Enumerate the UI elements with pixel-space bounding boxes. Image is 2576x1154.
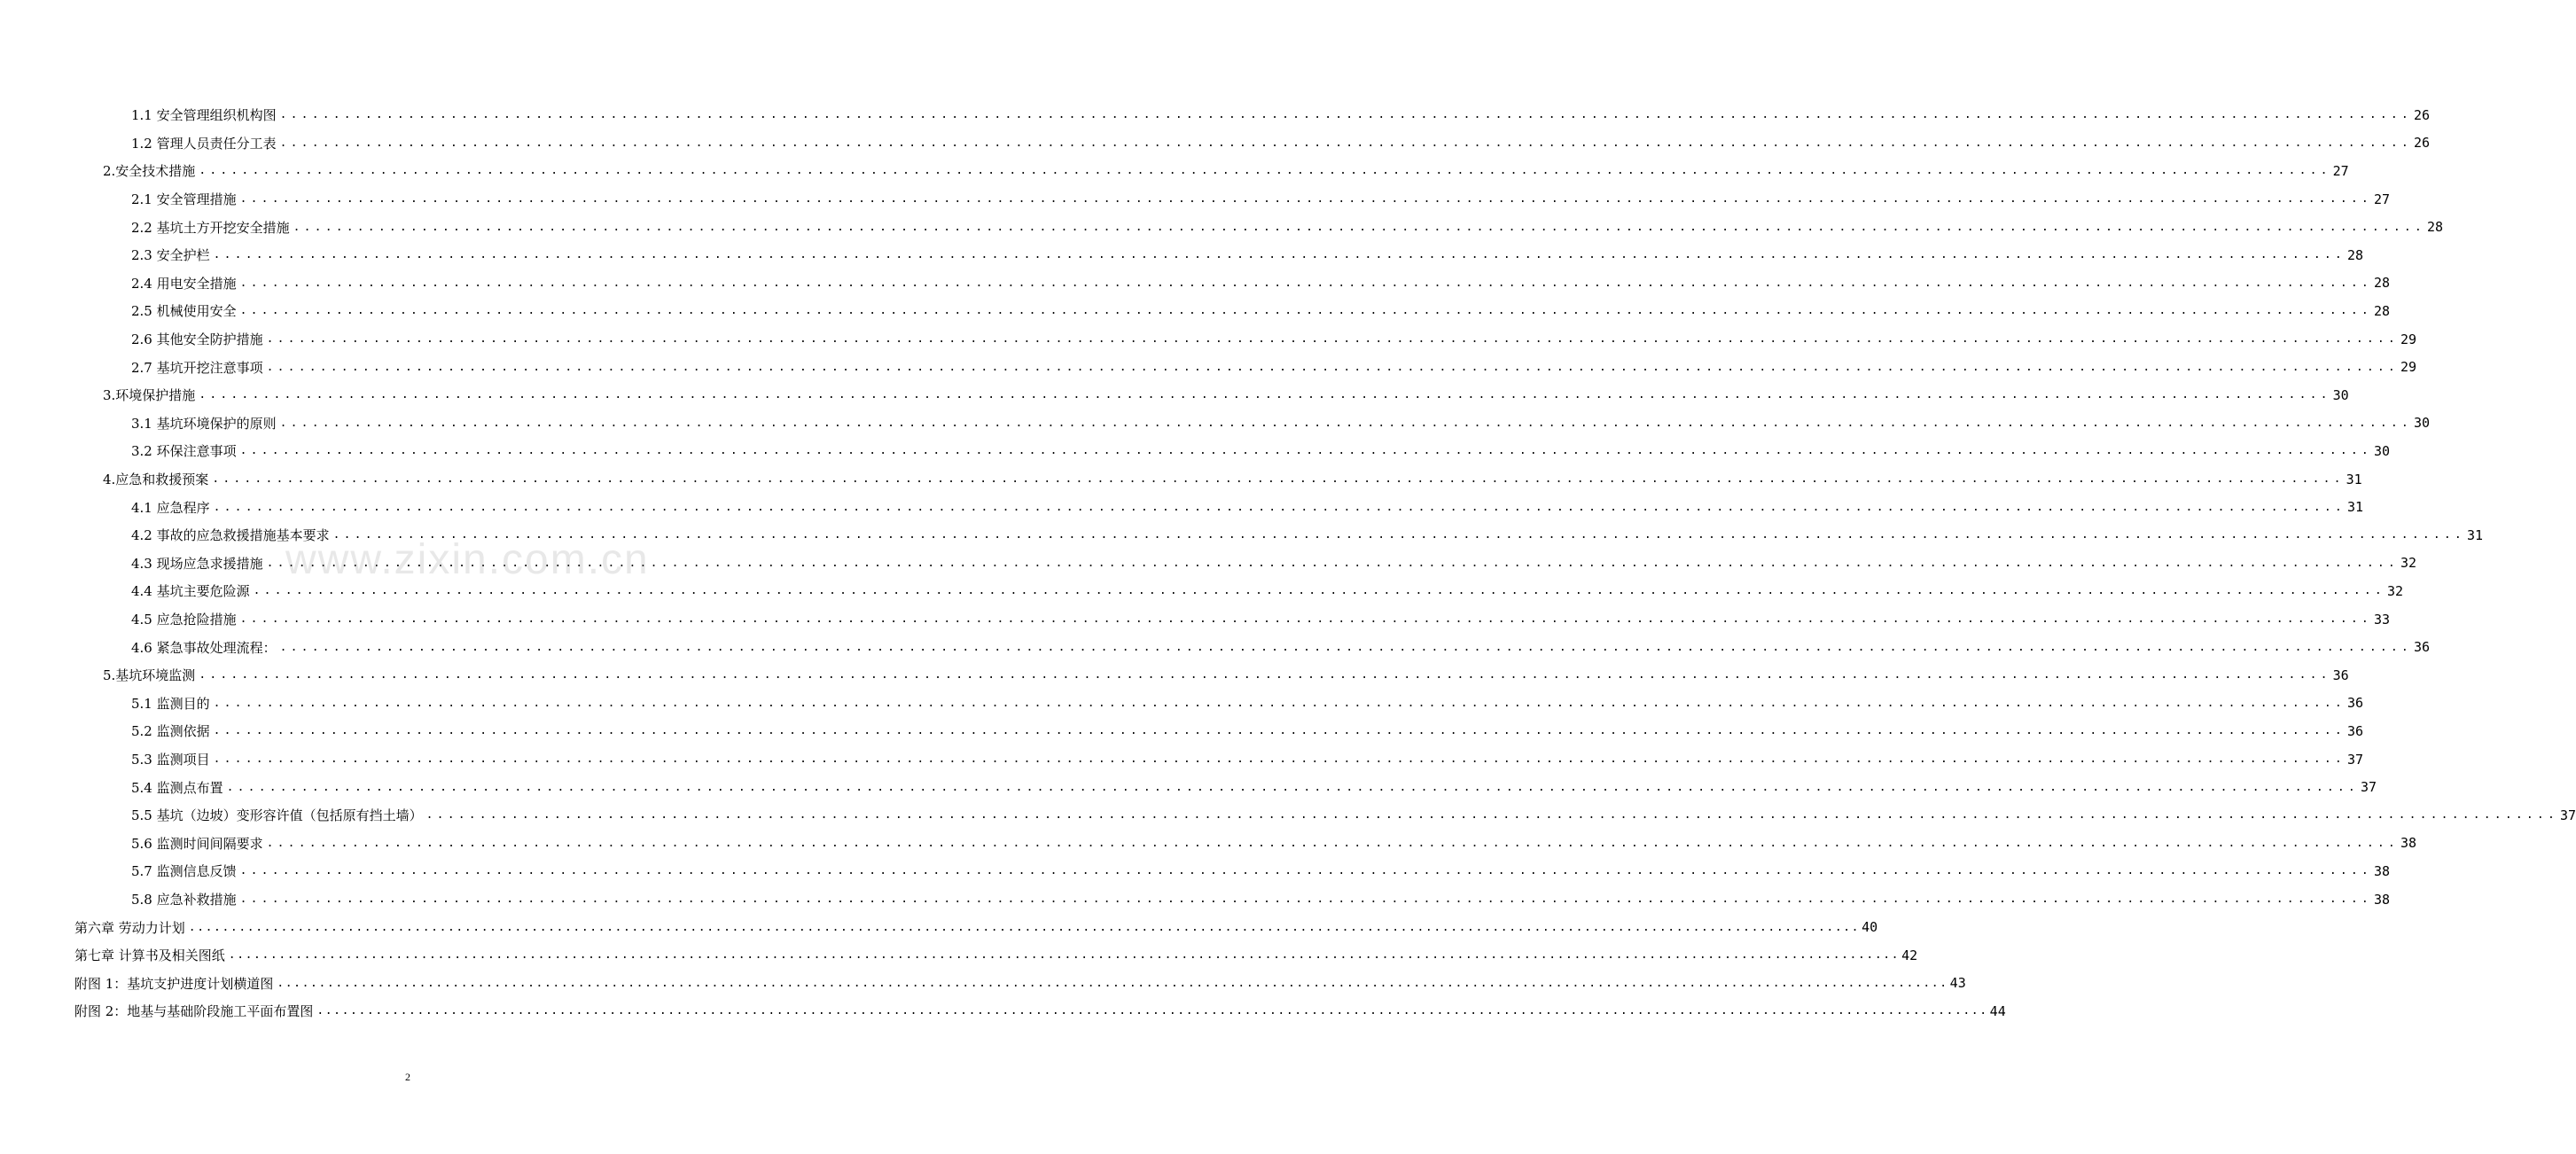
toc-entry-page: 36 [2413,639,2431,656]
toc-dot-leader: ........................................................................................................................................................................................................ [253,584,2385,598]
toc-entry-page: 26 [2413,135,2431,152]
toc-dot-leader: ........................................................................................................................................................................................................ [239,893,2372,907]
toc-entry[interactable] [131,185,2391,214]
toc-entry[interactable] [131,830,2417,858]
toc-entry[interactable] [103,661,2349,690]
toc-entry[interactable] [131,801,2576,830]
watermark-text: www.zixin.com.cn [285,536,650,583]
toc-entry[interactable] [131,857,2391,885]
toc-entry-page: 37 [2559,807,2576,823]
toc-entry-page: 44 [1989,1002,2006,1019]
toc-entry[interactable] [131,577,2404,605]
toc-entry[interactable] [74,997,2006,1025]
toc-dot-leader: ........................................................................................................................................................................................................ [279,108,2412,122]
toc-dot-leader: ........................................................................................................................................................................................................ [332,528,2465,542]
toc-entry-title: 4.5 应急抢险措施 [131,612,237,628]
toc-entry-title: 4.1 应急程序 [131,499,210,516]
toc-dot-leader: ........................................................................................................................................................................................................ [213,752,2346,767]
toc-entry-title: 3.2 环保注意事项 [131,443,237,460]
toc-entry-title: 2.4 用电安全措施 [131,275,237,292]
toc-entry-title: 2.安全技术措施 [103,163,196,180]
toc-entry[interactable] [131,409,2431,438]
toc-dot-leader: ........................................................................................................................................................................................................ [266,836,2399,850]
toc-entry-page: 28 [2426,219,2444,236]
toc-entry-page: 40 [1862,919,1878,936]
toc-entry-title: 第六章 劳动力计划 [74,919,185,936]
toc-entry[interactable] [131,269,2391,298]
toc-dot-leader: ........................................................................................................................................................................................................ [226,780,2359,794]
toc-entry[interactable] [131,241,2364,269]
toc-dot-leader: ........................................................................................................................................................................................................ [188,920,1861,934]
toc-entry[interactable] [131,885,2391,914]
toc-entry-title: 5.1 监测目的 [131,695,210,712]
toc-dot-leader: ........................................................................................................................................................................................................ [425,808,2558,823]
toc-entry[interactable] [131,353,2417,381]
toc-entry-page: 36 [2332,667,2349,683]
toc-entry[interactable] [131,605,2391,634]
toc-entry-title: 1.2 管理人员责任分工表 [131,135,277,152]
toc-entry-title: 2.3 安全护栏 [131,247,210,264]
toc-entry[interactable] [131,773,2377,801]
toc-entry-title: 4.4 基坑主要危险源 [131,583,250,600]
toc-entry-page: 37 [2360,779,2377,796]
toc-entry-page: 42 [1901,947,1918,963]
toc-entry-title: 2.7 基坑开挖注意事项 [131,359,263,376]
toc-entry-page: 32 [2386,582,2404,599]
toc-entry[interactable] [131,101,2431,129]
toc-entry-title: 2.5 机械使用安全 [131,303,237,320]
toc-entry[interactable] [131,521,2484,550]
toc-entry[interactable] [131,745,2364,774]
toc-dot-leader: ........................................................................................................................................................................................................ [239,444,2372,458]
toc-entry[interactable] [103,157,2349,185]
toc-entry[interactable] [131,297,2391,325]
toc-entry-title: 附图 1：基坑支护进度计划横道图 [74,975,274,992]
toc-dot-leader: ........................................................................................................................................................................................................ [199,388,2331,402]
toc-entry-page: 38 [2373,891,2391,908]
toc-dot-leader: ........................................................................................................................................................................................................ [199,668,2331,682]
toc-entry[interactable] [131,550,2417,578]
toc-entry-page: 28 [2373,302,2391,319]
toc-entry[interactable] [103,381,2349,409]
toc-dot-leader: ........................................................................................................................................................................................................ [213,724,2346,738]
toc-entry-title: 2.1 安全管理措施 [131,191,237,208]
toc-dot-leader: ........................................................................................................................................................................................................ [239,192,2372,207]
toc-entry[interactable] [131,437,2391,465]
toc-entry[interactable] [131,129,2431,158]
toc-entry[interactable] [131,325,2417,354]
toc-entry-page: 36 [2346,722,2364,739]
toc-dot-leader: ........................................................................................................................................................................................................ [213,500,2346,514]
toc-entry[interactable] [74,970,1966,998]
toc-entry-page: 28 [2373,275,2391,292]
toc-entry[interactable] [131,493,2364,521]
toc-dot-leader: ........................................................................................................................................................................................................ [228,948,1901,963]
toc-entry-title: 2.6 其他安全防护措施 [131,331,263,348]
toc-entry-title: 1.1 安全管理组织机构图 [131,107,277,124]
toc-dot-leader: ........................................................................................................................................................................................................ [266,332,2399,347]
toc-entry-title: 第七章 计算书及相关图纸 [74,947,225,964]
toc-entry-title: 5.2 监测依据 [131,723,210,740]
toc-entry-title: 5.8 应急补救措施 [131,892,237,908]
toc-entry[interactable] [131,213,2444,241]
toc-entry-title: 4.应急和救援预案 [103,472,209,488]
toc-dot-leader: ........................................................................................................................................................................................................ [239,276,2372,290]
toc-entry-page: 31 [2346,471,2362,487]
toc-entry-page: 36 [2346,695,2364,712]
toc-dot-leader: ........................................................................................................................................................................................................ [239,864,2372,878]
toc-entry-page: 30 [2332,386,2349,403]
toc-entry-title: 4.2 事故的应急救援措施基本要求 [131,527,330,544]
toc-entry-title: 5.7 监测信息反馈 [131,863,237,880]
toc-entry-title: 4.6 紧急事故处理流程： [131,639,277,656]
toc-dot-leader: ........................................................................................................................................................................................................ [213,696,2346,710]
toc-entry[interactable] [131,717,2364,745]
toc-entry-title: 4.3 现场应急求援措施 [131,555,263,572]
toc-entry-page: 33 [2373,611,2391,628]
toc-dot-leader: ........................................................................................................................................................................................................ [293,220,2425,234]
toc-entry-page: 32 [2400,555,2417,572]
toc-dot-leader: ........................................................................................................................................................................................................ [266,556,2399,570]
page-number: 2 [405,1071,410,1083]
toc-entry-page: 26 [2413,106,2431,123]
toc-entry-title: 3.环境保护措施 [103,387,196,404]
toc-entry[interactable] [74,913,1878,941]
toc-entry[interactable] [103,465,2362,494]
toc-entry-title: 2.2 基坑土方开挖安全措施 [131,219,290,236]
toc-dot-leader: ........................................................................................................................................................................................................ [277,976,1948,990]
toc-entry-title: 3.1 基坑环境保护的原则 [131,415,277,432]
toc-entry-page: 38 [2400,835,2417,852]
toc-dot-leader: ........................................................................................................................................................................................................ [199,164,2331,178]
toc-dot-leader: ........................................................................................................................................................................................................ [316,1004,1988,1018]
toc-entry[interactable] [131,633,2431,661]
toc-entry-title: 5.基坑环境监测 [103,667,196,684]
toc-entry-title: 5.6 监测时间间隔要求 [131,835,263,852]
toc-dot-leader: ........................................................................................................................................................................................................ [213,248,2346,262]
toc-entry-page: 29 [2400,359,2417,376]
toc-entry-page: 29 [2400,331,2417,347]
toc-entry-title: 5.5 基坑（边坡）变形容许值（包括原有挡土墙） [131,807,423,824]
toc-entry-page: 28 [2346,246,2364,263]
toc-dot-leader: ........................................................................................................................................................................................................ [279,416,2412,430]
toc-entry-page: 31 [2346,499,2364,516]
toc-entry-page: 30 [2373,442,2391,459]
toc-dot-leader: ........................................................................................................................................................................................................ [239,612,2372,627]
toc-entry-page: 37 [2346,751,2364,768]
toc-entry[interactable] [131,690,2364,718]
toc-dot-leader: ........................................................................................................................................................................................................ [266,360,2399,374]
toc-entry-page: 43 [1949,975,1966,992]
toc-entry-page: 31 [2466,526,2484,543]
toc-dot-leader: ........................................................................................................................................................................................................ [212,472,2345,487]
toc-entry-page: 27 [2373,191,2391,207]
toc-entry-title: 5.3 监测项目 [131,752,210,768]
toc-entry-title: 附图 2：地基与基础阶段施工平面布置图 [74,1003,314,1020]
toc-entry-page: 27 [2332,162,2349,179]
toc-entry-page: 30 [2413,415,2431,432]
toc-dot-leader: ........................................................................................................................................................................................................ [279,640,2412,654]
toc-entry-title: 5.4 监测点布置 [131,779,223,796]
toc-dot-leader: ........................................................................................................................................................................................................ [239,304,2372,318]
toc-entry[interactable] [74,941,1918,970]
toc-entry-page: 38 [2373,862,2391,879]
toc-dot-leader: ........................................................................................................................................................................................................ [279,136,2412,150]
